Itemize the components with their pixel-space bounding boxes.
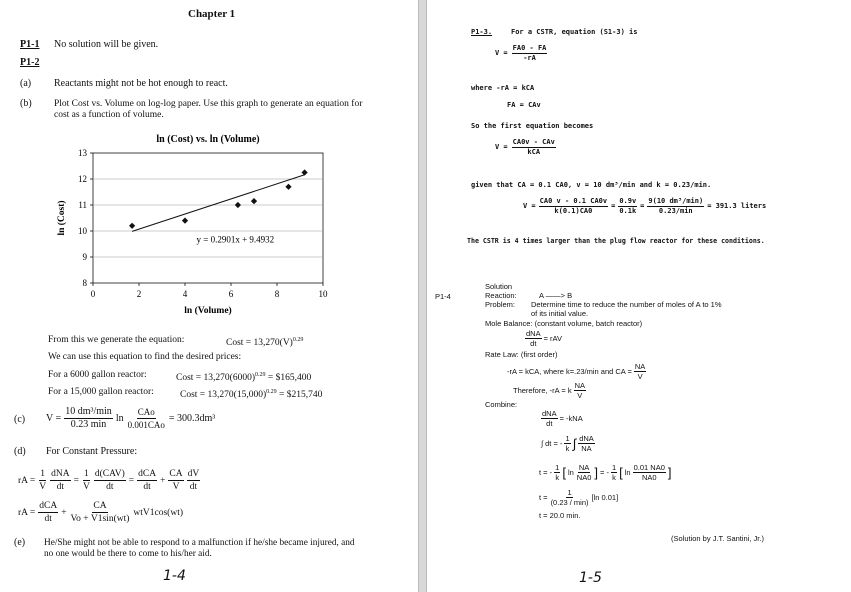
- cb3-frac2: [611, 463, 617, 482]
- eq1-d-den2: dt: [189, 482, 198, 492]
- rl-den: V: [637, 372, 643, 381]
- cb4-text: t =: [539, 493, 548, 502]
- cb3-k: k: [555, 473, 560, 482]
- part-c-cnum: CAo: [137, 407, 155, 417]
- cb4-den: (0.23 / min): [550, 498, 589, 507]
- part-b-line2: cost as a function of volume.: [54, 110, 164, 120]
- eq2-frac-a: [38, 500, 58, 525]
- p1-4-label: P1-4: [435, 292, 451, 301]
- problem-line1: Determine time to reduce the number of moles of A to 1%: [531, 300, 722, 309]
- eq1-a-num: 1: [40, 469, 46, 479]
- therefore-frac: [574, 381, 586, 400]
- y-tick-label: 12: [78, 174, 87, 184]
- eq2-frac-b: [70, 500, 131, 525]
- cb1-rhs: = -kNA: [559, 414, 583, 423]
- cb3-bracket-close: ]: [594, 465, 598, 480]
- cb2-num2: dNA: [579, 434, 594, 443]
- eq2-a-den: dt: [44, 514, 52, 524]
- r15000-eq-exp: 0.29: [266, 389, 277, 395]
- eq2-tail: wtV1cos(wt): [133, 507, 184, 518]
- eq1-c-num: dCA: [138, 469, 157, 479]
- data-point: [182, 217, 188, 223]
- given-text: given that CA = 0.1 CA0, v = 10 dm³/min and k = 0.23/min.: [471, 181, 712, 189]
- fa-eq: FA = CAv: [507, 101, 541, 109]
- part-a-text: Reactants might not be hot enough to react.: [54, 78, 228, 89]
- right-page: [427, 0, 851, 592]
- reaction-text: A ——> B: [539, 291, 573, 300]
- cb1-frac: [541, 409, 558, 428]
- data-point: [301, 169, 307, 175]
- eq1-equals: =: [73, 475, 79, 486]
- solution-heading: Solution: [485, 282, 513, 291]
- cstr-volume-eq: [495, 44, 547, 63]
- ln-cost-vs-ln-volume-chart: [50, 128, 350, 323]
- combine-eq5: t = 20.0 min.: [539, 511, 581, 520]
- x-tick-label: 4: [182, 289, 188, 299]
- eq1-a-den: V: [39, 482, 47, 492]
- v-eq3-eq: =: [611, 202, 616, 210]
- cb2-den: k: [565, 444, 570, 453]
- v-eq3-frac3: [647, 197, 704, 216]
- conclusion-text: The CSTR is 4 times larger than the plug flow reactor for these conditions.: [467, 237, 765, 245]
- x-tick-label: 10: [318, 289, 328, 299]
- r6000-label: For a 6000 gallon reactor:: [48, 370, 147, 380]
- therefore-text: Therefore, -rA = k: [513, 386, 572, 395]
- y-tick-label: 10: [78, 226, 87, 236]
- cb2-num: 1: [565, 434, 570, 443]
- mb-rhs: = rAV: [543, 334, 563, 343]
- cb2-den2: NA: [581, 444, 592, 453]
- eq1-d-num2: dV: [187, 469, 200, 479]
- so-text: So the first equation becomes: [471, 122, 594, 130]
- part-e-line2: no one would be there to come to his/her aid.: [44, 549, 212, 559]
- eq2-ra: rA =: [18, 507, 36, 518]
- part-c-cden: 0.001CAo: [127, 420, 165, 430]
- eq1-b-den: V: [82, 482, 90, 492]
- mb-den: dt: [530, 339, 537, 348]
- cb3-den2: NA0: [641, 473, 657, 482]
- eq1-a-den2: dt: [56, 482, 65, 492]
- eq2-b-den: Vo + V1sin(wt): [70, 514, 130, 524]
- part-d-text: For Constant Pressure:: [46, 446, 138, 457]
- cb3-num2: 0.01 NA0: [633, 463, 665, 472]
- v-eq3-lhs: V =: [523, 202, 536, 210]
- eq1-b-num2: d(CAV): [94, 469, 125, 479]
- right-page-number: 1-5: [579, 570, 602, 586]
- part-b-label: (b): [20, 98, 32, 109]
- part-c-label: (c): [14, 414, 26, 425]
- v-eq3-n1: CA0 v - 0.1 CA0v: [539, 197, 608, 205]
- x-tick-label: 0: [90, 289, 96, 299]
- eq2-a-num: dCA: [39, 501, 58, 511]
- r15000-label: For a 15,000 gallon reactor:: [48, 387, 154, 397]
- eq1-frac-d1: [168, 468, 183, 493]
- problem-line2: of its initial value.: [531, 309, 589, 318]
- eq2-b-num: CA: [93, 501, 107, 511]
- cstr-volume-eq2: [495, 138, 556, 157]
- y-axis-label: ln (Cost): [57, 200, 67, 236]
- cost-equation: [226, 334, 303, 349]
- v-eq3-frac1: [539, 197, 608, 216]
- x-tick-label: 8: [274, 289, 280, 299]
- combine-eq3: [539, 463, 672, 482]
- data-point: [251, 198, 257, 204]
- y-tick-label: 8: [82, 278, 87, 288]
- y-tick-label: 11: [78, 200, 87, 210]
- eq1-frac-c: [137, 468, 157, 493]
- r6000-eq-exp: 0.29: [254, 372, 266, 378]
- mb-num: dNA: [526, 329, 541, 338]
- left-page-number: 1-4: [163, 568, 186, 584]
- chart-title: ln (Cost) vs. ln (Volume): [156, 134, 260, 145]
- v-eq2-frac: [512, 138, 556, 157]
- cb3-den: NA0: [576, 473, 592, 482]
- r6000-eq-base: Cost = 13,270(6000): [176, 373, 255, 384]
- therefore-den: V: [577, 391, 583, 400]
- rl-frac: [634, 362, 646, 381]
- part-c-v: V =: [46, 412, 62, 424]
- cb3-eq: = -: [600, 468, 609, 477]
- v-eq3-d2: 0.1k: [619, 207, 637, 215]
- cb4-frac: [550, 488, 590, 507]
- eq1-b-den2: dt: [106, 482, 114, 492]
- rate-law-eq: [507, 362, 646, 381]
- part-c-num: 10 dm³/min: [65, 406, 112, 417]
- cb3-frac3: [633, 463, 666, 482]
- cb4-num: 1: [567, 488, 572, 497]
- cb3-ln: ln: [567, 468, 574, 477]
- v-eq3-result: = 391.3 liters: [707, 202, 767, 210]
- v-eq3-d1: k(0.1)CA0: [554, 207, 593, 215]
- reaction-label: Reaction:: [485, 291, 517, 300]
- cost-equation-base: Cost = 13,270(V): [226, 338, 293, 349]
- solution-credit: (Solution by J.T. Santini, Jr.): [671, 534, 764, 543]
- therefore-eq: [513, 381, 586, 400]
- cb3-text: t = -: [539, 468, 553, 477]
- v-eq-frac: [512, 44, 548, 63]
- data-point: [285, 184, 291, 190]
- r15000-result: = $215,740: [278, 390, 323, 401]
- part-c-frac2: [127, 406, 166, 431]
- v-eq-num: FA0 - FA: [512, 44, 547, 52]
- cb3-bracket-open: [: [562, 465, 566, 480]
- trendline-equation: y = 0.2901x + 9.4932: [196, 234, 275, 245]
- cb2-frac1: [564, 434, 570, 453]
- cb3-frac0: [554, 463, 560, 482]
- cb2-frac2: [578, 434, 595, 453]
- p1-1-text: No solution will be given.: [54, 39, 159, 50]
- v-eq3-n2: 0.9v: [619, 197, 637, 205]
- where-rate: where -rA = kCA: [471, 84, 535, 92]
- eq1-frac-a2: [50, 468, 70, 493]
- y-tick-label: 13: [78, 148, 87, 158]
- combine-text: Combine:: [485, 400, 518, 409]
- x-tick-label: 2: [136, 289, 142, 299]
- y-tick-label: 9: [82, 252, 87, 262]
- x-axis-label: ln (Volume): [184, 306, 232, 316]
- r6000-equation: [176, 369, 311, 384]
- cb2-text: ∫ dt = -: [541, 439, 563, 448]
- eq1-b-num: 1: [84, 469, 89, 479]
- cost-equation-exp: 0.29: [292, 337, 304, 343]
- plot-area: [93, 153, 323, 283]
- problem-label: Problem:: [485, 300, 516, 309]
- r15000-equation: [180, 386, 322, 401]
- part-c-den: 0.23 min: [70, 419, 107, 430]
- p1-1-label: P1-1: [20, 39, 40, 50]
- rl-num: NA: [634, 362, 646, 371]
- data-point: [235, 202, 241, 208]
- eq1-ra: rA =: [18, 475, 36, 486]
- eq1-frac-d2: [187, 468, 201, 493]
- data-point: [129, 223, 135, 229]
- integral-sign: ∫: [572, 436, 577, 451]
- p1-3-label: P1-3.: [471, 28, 493, 36]
- v-eq2-den: kCA: [527, 148, 541, 156]
- eq1-d-den: V: [172, 482, 180, 492]
- from-this-text: From this we generate the equation:: [48, 335, 185, 345]
- cstr-volume-eq3: [523, 197, 766, 216]
- v-eq3-frac2: [618, 197, 637, 216]
- eq1-c-den: dt: [143, 482, 151, 492]
- p1-3-intro: For a CSTR, equation (S1-3) is: [511, 28, 638, 36]
- part-c-frac1: [64, 406, 113, 431]
- v-eq3-eq2: =: [640, 202, 645, 210]
- eq1-d-num: CA: [169, 469, 183, 479]
- rate-law-text: Rate Law: (first order): [485, 350, 558, 359]
- r15000-eq-base: Cost = 13,270(15,000): [180, 390, 267, 401]
- v-eq2-lhs: V =: [495, 143, 508, 151]
- left-page: [0, 0, 418, 592]
- part-c-result: = 300.3dm³: [168, 412, 216, 424]
- eq1-a-num2: dNA: [51, 469, 70, 479]
- rl-eq: -rA = kCA, where k=.23/min and CA =: [507, 367, 632, 376]
- combine-eq4: [539, 488, 618, 507]
- part-e-line1: He/She might not be able to respond to a malfunction if he/she became injured, and: [44, 538, 355, 548]
- x-tick-label: 6: [228, 289, 234, 299]
- cb3-bracket-open2: [: [619, 465, 623, 480]
- v-eq3-d3: 0.23/min: [658, 207, 693, 215]
- v-eq-den: -rA: [523, 54, 536, 62]
- eq1-plus: +: [160, 475, 166, 486]
- eq1-frac-a1: [38, 468, 47, 493]
- cb3-k2: k: [612, 473, 616, 482]
- p1-2-label: P1-2: [20, 57, 40, 68]
- v-eq3-n3: 9(10 dm³/min): [648, 197, 704, 205]
- part-e-label: (e): [14, 537, 26, 548]
- chapter-title: Chapter 1: [188, 8, 236, 20]
- cb3-num: NA: [578, 463, 590, 472]
- mole-balance-text: Mole Balance: (constant volume, batch reactor): [485, 319, 643, 328]
- mole-balance-eq: [525, 329, 562, 348]
- cb3-frac1: [576, 463, 593, 482]
- eq1-frac-b1: [82, 468, 91, 493]
- eq1-equals2: =: [128, 475, 135, 486]
- eq1-frac-b2: [94, 468, 126, 493]
- part-c-ln: ln: [115, 412, 124, 424]
- cb3-ln2: ln: [624, 468, 631, 477]
- trendline: [132, 175, 305, 232]
- r6000-result: = $165,400: [267, 373, 312, 384]
- cb3-one2: 1: [611, 463, 617, 472]
- page-gutter: [418, 0, 427, 592]
- part-b-line1: Plot Cost vs. Volume on log-log paper. Use this graph to generate an equation for: [54, 99, 363, 109]
- v-eq-lhs: V =: [495, 49, 508, 57]
- cb4-tail: [ln 0.01]: [591, 493, 619, 502]
- eq2-plus: +: [61, 507, 67, 518]
- combine-eq1: [541, 409, 583, 428]
- therefore-num: NA: [574, 381, 585, 390]
- v-eq2-num: CA0v - CAv: [512, 138, 555, 146]
- cb3-one: 1: [555, 463, 560, 472]
- rate-equation-1: [18, 468, 200, 493]
- cb3-bracket-close2: ]: [667, 465, 672, 480]
- we-can-text: We can use this equation to find the desired prices:: [48, 352, 242, 362]
- combine-eq2: [541, 434, 595, 453]
- cb1-num: dNA: [542, 409, 557, 418]
- part-c-equation: [46, 406, 215, 431]
- part-a-label: (a): [20, 78, 32, 89]
- mb-frac: [525, 329, 542, 348]
- rate-equation-2: [18, 500, 183, 525]
- part-d-label: (d): [14, 446, 26, 457]
- cb1-den: dt: [546, 419, 553, 428]
